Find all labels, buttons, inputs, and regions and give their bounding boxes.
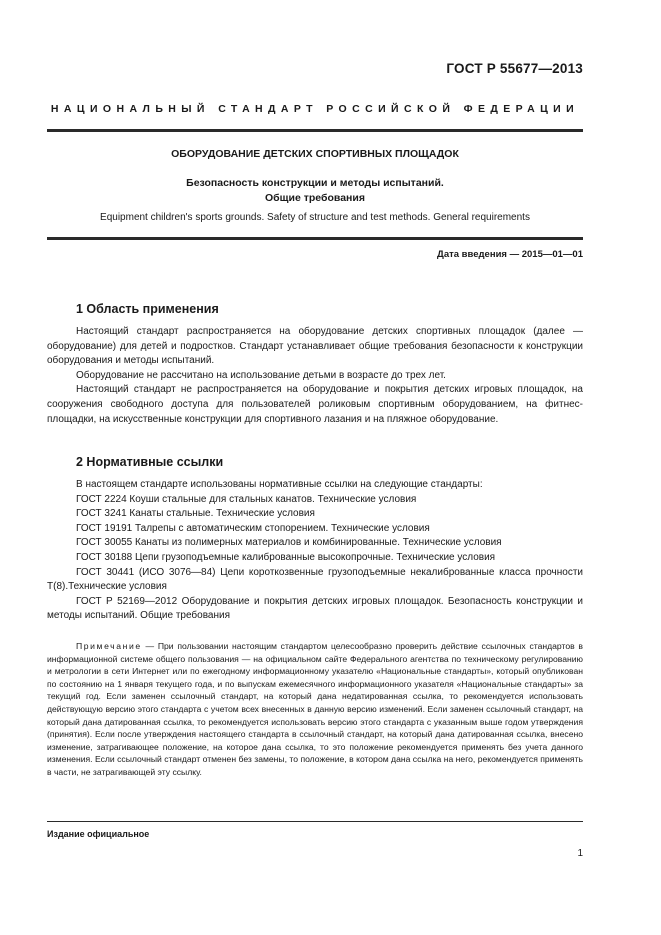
section-2-body bbox=[47, 478, 583, 624]
national-standard-heading: НАЦИОНАЛЬНЫЙ СТАНДАРТ РОССИЙСКОЙ ФЕДЕРАЦИИ bbox=[50, 103, 580, 115]
title-rule bbox=[47, 237, 583, 240]
header-rule bbox=[47, 129, 583, 132]
document-title: ОБОРУДОВАНИЕ ДЕТСКИХ СПОРТИВНЫХ ПЛОЩАДОК bbox=[171, 148, 459, 160]
subtitle-line-2: Общие требования bbox=[265, 192, 365, 204]
reference-item: ГОСТ 3241 Канаты стальные. Технические условия bbox=[76, 508, 315, 520]
reference-item: ГОСТ Р 52169—2012 Оборудование и покрытия детских игровых площадок. Безопасность конструкции и методы испытаний. Общие требования bbox=[47, 595, 583, 622]
page-number: 1 bbox=[577, 848, 583, 859]
document-code: ГОСТ Р 55677—2013 bbox=[446, 61, 583, 76]
note-label: Примечание bbox=[76, 641, 142, 651]
section-1-paragraph-3: Настоящий стандарт не распространяется на оборудование и покрытия детских игровых площадок, на сооружения свободного доступа для пользователей роликовым спортивным оборудованием, на фитнес-площадки, на искусственные конструкции для спортивного лазания и на пляжное оборудование. bbox=[47, 384, 583, 425]
section-1-paragraph-2: Оборудование не рассчитано на использование детьми в возрасте до трех лет. bbox=[76, 369, 446, 381]
footer-rule bbox=[47, 821, 583, 822]
reference-item: ГОСТ 30188 Цепи грузоподъемные калиброванные высокопрочные. Технические условия bbox=[76, 551, 496, 563]
english-title: Equipment children's sports grounds. Safety of structure and test methods. General requirements bbox=[100, 212, 530, 223]
note-text: — При пользовании настоящим стандартом целесообразно проверить действие ссылочных стандартов в информационной системе общего пользования — на официальном сайте Федерального агентства по техническому регулированию и метрологии в сети Интернет или по ежегодному информационному указателю «Национальные стандарты», который опубликован по состоянию на 1 января текущего года, и по выпускам ежемесячного информационного указателя «Национальные стандарты» за текущий год. Если заменен ссылочный стандарт, на который дана недатированная ссылка, то рекомендуется использовать действующую версию этого стандарта с учетом всех внесенных в данную версию изменений. Если заменен ссылочный стандарт, на который дана датированная ссылка, то рекомендуется использовать версию этого стандарта с указанным выше годом утверждения (принятия). Если после утверждения настоящего стандарта в ссылочный стандарт, на который дана датированная ссылка, внесено изменение, затрагивающее положение, на которое дана ссылка, то это положение рекомендуется применять без учета данного изменения. Если ссылочный стандарт отменен без замены, то положение, в котором дана ссылка на него, рекомендуется применять в части, не затрагивающей эту ссылку. bbox=[47, 641, 583, 777]
reference-item: ГОСТ 2224 Коуши стальные для стальных канатов. Технические условия bbox=[76, 493, 417, 505]
note-paragraph bbox=[47, 640, 583, 779]
reference-item: ГОСТ 19191 Талрепы с автоматическим стопорением. Технические условия bbox=[76, 522, 430, 534]
reference-item: ГОСТ 30055 Канаты из полимерных материалов и комбинированные. Технические условия bbox=[76, 537, 502, 549]
section-2-heading: 2 Нормативные ссылки bbox=[76, 455, 224, 469]
section-1-paragraph-1: Настоящий стандарт распространяется на оборудование детских спортивных площадок (далее — оборудование) для детей и подростков. Стандарт устанавливает общие требования безопасности к конструкции оборудования и методы испытаний. bbox=[47, 326, 583, 367]
reference-item: ГОСТ 30441 (ИСО 3076—84) Цепи короткозвенные грузоподъемные некалиброванные класса прочности Т(8).Технические условия bbox=[47, 566, 583, 593]
section-1-heading: 1 Область применения bbox=[76, 302, 219, 316]
section-2-intro: В настоящем стандарте использованы нормативные ссылки на следующие стандарты: bbox=[76, 479, 483, 490]
document-subtitle bbox=[47, 176, 583, 206]
note-block bbox=[47, 640, 583, 779]
section-1-body bbox=[47, 325, 583, 427]
introduction-date: Дата введения — 2015—01—01 bbox=[437, 249, 583, 260]
subtitle-line-1: Безопасность конструкции и методы испытаний. bbox=[186, 177, 444, 189]
official-edition-label: Издание официальное bbox=[47, 829, 150, 839]
